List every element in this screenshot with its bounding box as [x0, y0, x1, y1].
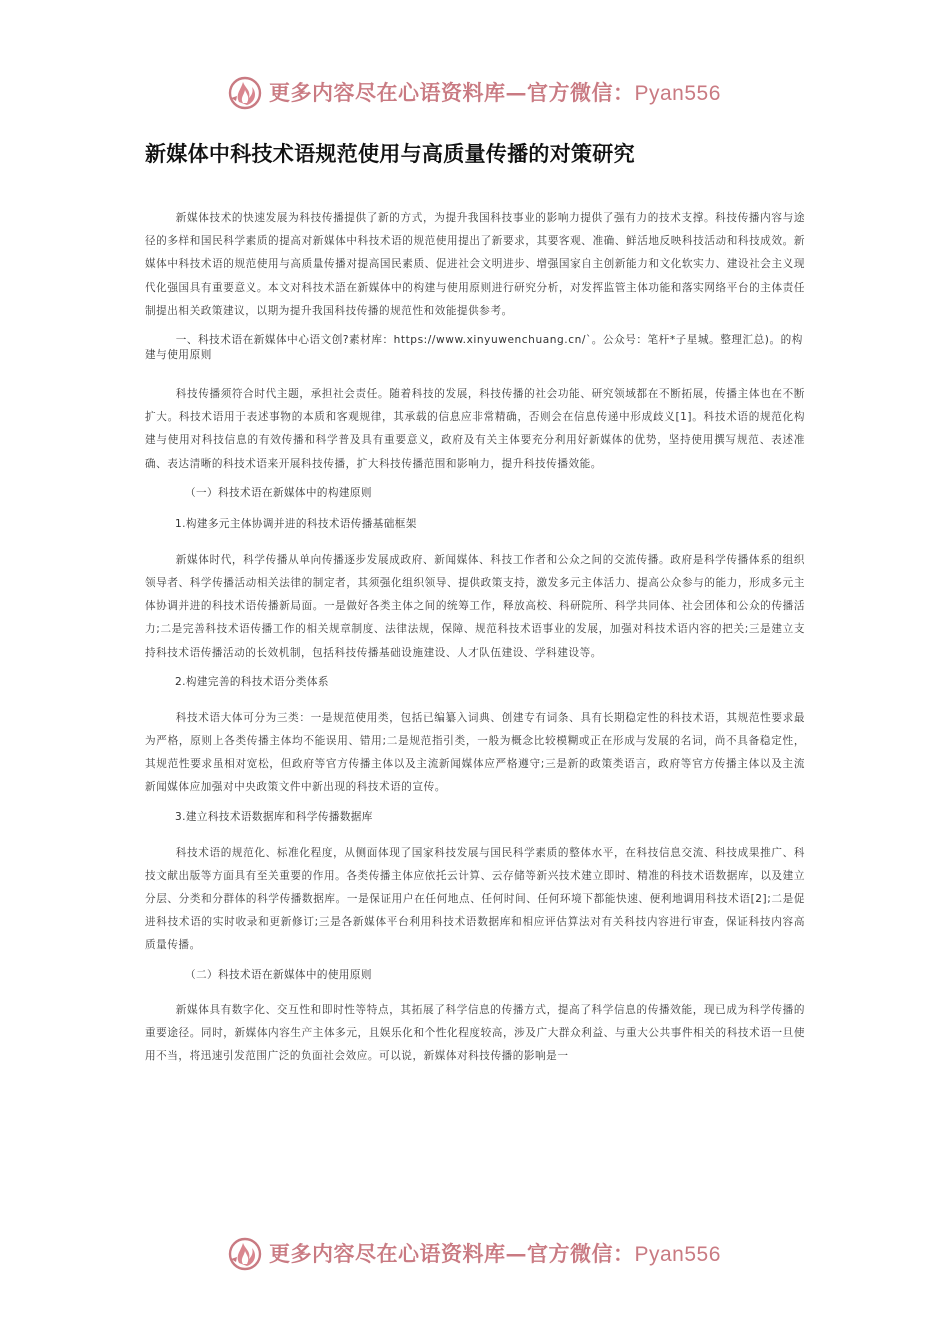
section-heading-1: 一、科技术语在新媒体中心语文创?素材库：https://www.xinyuwenchuang.cn/`。公众号：笔杆*子星城。整理汇总)。的构建与使用原则: [145, 334, 803, 362]
footer-banner: [225, 1233, 725, 1273]
article-body: [145, 207, 805, 1078]
banner-slogan: 更多内容尽在心语资料库—官方微信：: [269, 1241, 635, 1266]
subsection-heading-2: （二）科技术语在新媒体中的使用原则: [185, 968, 372, 981]
fire-hand-logo-icon: [225, 72, 265, 112]
header-banner: [225, 72, 725, 112]
item-heading-3: 3.建立科技术语数据库和科学传播数据库: [175, 810, 373, 823]
subsection-heading-1: （一）科技术语在新媒体中的构建原则: [185, 486, 372, 499]
item-heading-1: 1.构建多元主体协调并进的科技术语传播基础框架: [175, 517, 417, 530]
body-paragraph: 科技术语的规范化、标准化程度，从侧面体现了国家科技发展与国民科学素质的整体水平，在科技信息交流、科技成果推广、科技文献出版等方面具有至关重要的作用。各类传播主体应依托云计算、云存储等新兴技术建立即时、精准的科技术语数据库，以及建立分层、分类和分群体的科学传播数据库。一是保证用户在任何地点、任何时间、任何环境下都能快速、便利地调用科技术语[2];二是促进科技术语的实时收录和更新修订;三是各新媒体平台利用科技术语数据库和相应评估算法对有关科技内容进行审查，保证科技内容高质量传播。: [145, 846, 805, 952]
banner-slogan: 更多内容尽在心语资料库—官方微信：: [269, 80, 635, 105]
intro-paragraph: 新媒体技术的快速发展为科技传播提供了新的方式，为提升我国科技事业的影响力提供了强有力的技术支撑。科技传播内容与途径的多样和国民科学素质的提高对新媒体中科技术语的规范使用提出了新要求，其要客观、准确、鲜活地反映科技活动和科技成效。新媒体中科技术语的规范使用与高质量传播对提高国民素质、促进社会文明进步、增强国家自主创新能力和文化软实力、建设社会主义现代化强国具有重要意义。本文对科技术語在新媒体中的构建与使用原则进行研究分析，对发挥监管主体功能和落实网络平台的主体责任制提出相关政策建议，以期为提升我国科技传播的规范性和效能提供参考。: [145, 212, 805, 317]
fire-hand-logo-icon: [225, 1233, 265, 1273]
body-paragraph: 科技术语大体可分为三类：一是规范使用类，包括已编纂入词典、创建专有词条、具有长期稳定性的科技术语，其规范性要求最为严格，原则上各类传播主体均不能误用、错用;二是规范指引类，一般为概念比较模糊或正在形成与发展的名词，尚不具备稳定性，其规范性要求虽相对宽松，但政府等官方传播主体以及主流新闻媒体应严格遵守;三是新的政策类语言，政府等官方传播主体以及主流新闻媒体应加强对中央政策文件中新出现的科技术语的宣传。: [145, 711, 805, 794]
item-heading-2: 2.构建完善的科技术语分类体系: [175, 675, 329, 688]
banner-text: [269, 77, 721, 107]
banner-text: [269, 1238, 721, 1268]
page-title: 新媒体中科技术语规范使用与高质量传播的对策研究: [145, 142, 635, 166]
body-paragraph: 新媒体具有数字化、交互性和即时性等特点，其拓展了科学信息的传播方式，提高了科学信息的传播效能，现已成为科学传播的重要途径。同时，新媒体内容生产主体多元，且娱乐化和个性化程度较高，涉及广大群众利益、与重大公共事件相关的科技术语一旦使用不当，将迅速引发范围广泛的负面社会效应。可以说，新媒体对科技传播的影响是一: [145, 1003, 805, 1063]
banner-account: Pyan556: [634, 82, 721, 105]
body-paragraph: 科技传播须符合时代主题，承担社会责任。随着科技的发展，科技传播的社会功能、研究领域都在不断拓展，传播主体也在不断扩大。科技术语用于表述事物的本质和客观规律，其承载的信息应非常精确，否则会在信息传递中形成歧义[1]。科技术语的规范化构建与使用对科技信息的有效传播和科学普及具有重要意义，政府及有关主体要充分利用好新媒体的优势，坚持使用撰写规范、表述准确、表达清晰的科技术语来开展科技传播，扩大科技传播范围和影响力，提升科技传播效能。: [145, 388, 805, 470]
banner-account: Pyan556: [634, 1243, 721, 1266]
body-paragraph: 新媒体时代，科学传播从单向传播逐步发展成政府、新闻媒体、科技工作者和公众之间的交流传播。政府是科学传播体系的组织领导者、科学传播活动相关法律的制定者，其须强化组织领导、提供政策支持，激发多元主体活力、提高公众参与的能力，形成多元主体协调并进的科技术语传播新局面。一是做好各类主体之间的统筹工作，释放高校、科研院所、科学共同体、社会团体和公众的传播活力;二是完善科技术语传播工作的相关规章制度、法律法规，保障、规范科技术语事业的发展，加强对科技术语内容的把关;三是建立支持科技术语传播活动的长效机制，包括科技传播基础设施建设、人才队伍建设、学科建设等。: [145, 553, 805, 659]
